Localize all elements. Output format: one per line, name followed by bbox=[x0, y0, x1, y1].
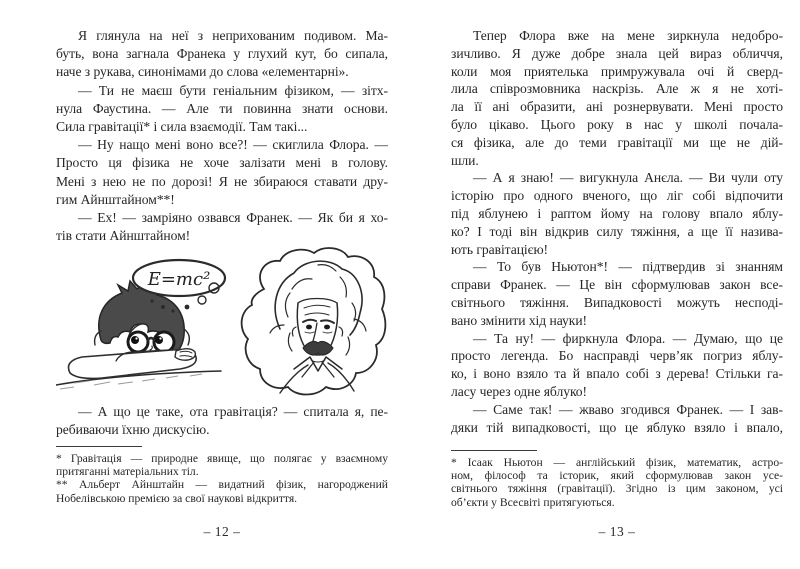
footnote-rule bbox=[56, 446, 142, 447]
page-number-right: – 13 – bbox=[598, 524, 636, 539]
paragraph bbox=[56, 209, 388, 245]
text-line: Мені з нею не по дорозі! Я не збираюся ставати дру- bbox=[56, 173, 388, 189]
text-line: зичливо. Я дуже добре знала цей вираз обличчя, bbox=[451, 45, 783, 61]
paragraph bbox=[451, 169, 783, 258]
formula-text: E=mc² bbox=[147, 269, 211, 291]
paragraph bbox=[56, 82, 388, 137]
text-line: ко? І тоді він відкрив силу тяжіння, а ще її назива- bbox=[451, 223, 783, 239]
text-line: Я глянула на неї з неприхованим подивом. Ма- bbox=[78, 28, 388, 43]
text-line: — А що це таке, ота гравітація? — спитала я, пе- bbox=[78, 404, 388, 420]
text-line: справи Франек. — Це він сформулював закон все- bbox=[451, 277, 783, 293]
footnote-line: ** Альберт Айнштайн — видатний фізик, нагороджений bbox=[56, 478, 388, 492]
einstein-daydream-illustration bbox=[56, 245, 388, 399]
footnote-rule bbox=[451, 450, 537, 451]
text-line: — Ну нащо мені воно все?! — скиглила Флора. — bbox=[78, 137, 388, 153]
mustache-icon bbox=[303, 342, 333, 356]
text-line: — То був Ньютон*! — підтвердив зі знанням bbox=[473, 259, 783, 275]
text-line: ко, і воно взяло та й впало собі з дерева! Стільки га- bbox=[451, 366, 783, 382]
footnote-line: притяганні матеріальних тіл. bbox=[56, 465, 199, 479]
footnote-line: * Ісаак Ньютон — англійський фізик, математик, астро- bbox=[451, 456, 783, 469]
text-line: — А я знаю! — вигукнула Анєла. — Ви чули оту bbox=[473, 170, 783, 186]
text-line: просто легенда. Бо насправді черв’як погриз яблу- bbox=[451, 348, 783, 364]
footnote bbox=[56, 452, 388, 478]
text-line: наче з рукава, синонімами до слова «елементарні». bbox=[56, 64, 349, 80]
text-line: вано змінити хід науки! bbox=[451, 312, 588, 328]
paragraph bbox=[451, 258, 783, 329]
text-line: ла її ані образити, ані рознервувати. Мені просто bbox=[451, 99, 783, 115]
text-line: під яблунею і раптом йому на голову впало яблу- bbox=[451, 205, 783, 221]
footnote-line: світнього тяжіння (гравітації). Згідно із цим законом, усі bbox=[451, 482, 783, 496]
text-line: — Саме так! — жваво згодився Франек. — І зав- bbox=[473, 401, 783, 417]
text-line: — Та ну! — фиркнула Флора. — Думаю, що це bbox=[473, 330, 783, 346]
footnote-line: Нобелівською премією за свої наукові відкриття. bbox=[56, 491, 298, 505]
footnote bbox=[451, 456, 783, 509]
text-line: ся фізика, але до теми гравітації ми ще не дій- bbox=[451, 134, 783, 150]
text-line: було цікаво. Цього року в нас у школі почала- bbox=[451, 116, 783, 132]
footnote-line: об’єкти у Всесвіті притягуються. bbox=[451, 495, 615, 509]
thought-cloud bbox=[242, 248, 386, 394]
text-line: лила співрозмовника наскрізь. Але ж я не хоті- bbox=[451, 81, 783, 97]
text-line: Тепер Флора вже на мене зиркнула недобро- bbox=[473, 28, 783, 43]
text-line: — Ех! — замріяно озвався Франек. — Як би я хо- bbox=[78, 209, 388, 225]
illustration-svg bbox=[56, 245, 388, 399]
paragraph bbox=[451, 330, 783, 401]
footnote-line: * Гравітація — природне явище, що полягає у взаємному bbox=[56, 452, 388, 465]
text-line: — Ти не маєш бути геніальним фізиком, — зітх- bbox=[78, 82, 388, 98]
text-line: історію про одного вченого, що ліг собі відпочити bbox=[451, 188, 783, 204]
footnote-line: ном, філософ та історик, який сформулював закон усе- bbox=[451, 469, 783, 483]
text-line: Сила гравітації* і сила взаємодії. Там такі... bbox=[56, 118, 308, 134]
formula-bubble bbox=[133, 260, 225, 296]
text-line: Просто ця фізика не хоче залізати мені в голову. bbox=[56, 155, 388, 171]
text-line: буть, вона загнала Франека у глухий кут, бо сипала, bbox=[56, 46, 388, 62]
paragraph bbox=[451, 27, 783, 169]
page-right bbox=[451, 27, 783, 539]
text-line: світнього тяжіння. Випадковості можуть несподі- bbox=[451, 294, 783, 310]
right-footnotes bbox=[451, 450, 783, 509]
text-line: коли моя приятелька примружувала очі й сверд- bbox=[451, 63, 783, 79]
paragraph bbox=[56, 136, 388, 209]
text-line: нула Фаустина. — Але ти повинна знати основи. bbox=[56, 100, 388, 116]
left-page-text bbox=[56, 27, 388, 245]
text-line: тів стати Айнштайном! bbox=[56, 228, 191, 244]
text-line: дяки тій випадковості, що це яблуко взяло і впало, bbox=[451, 419, 783, 435]
left-page-caption-text bbox=[56, 403, 388, 439]
left-footnotes bbox=[56, 446, 388, 505]
text-line: ласу через одне яблуко! bbox=[451, 383, 588, 399]
paragraph bbox=[56, 403, 388, 439]
footnote bbox=[56, 478, 388, 504]
paragraph bbox=[451, 401, 783, 437]
page-number-left: – 12 – bbox=[203, 524, 241, 539]
text-line: ребиваючи їхню дискусію. bbox=[56, 422, 210, 438]
text-line: гим Айнштайном**! bbox=[56, 191, 175, 207]
text-line: шли. bbox=[451, 152, 479, 168]
page-left bbox=[56, 27, 388, 539]
right-page-text bbox=[451, 27, 783, 436]
paragraph bbox=[56, 27, 388, 82]
text-line: ють гравітацією! bbox=[451, 241, 549, 257]
